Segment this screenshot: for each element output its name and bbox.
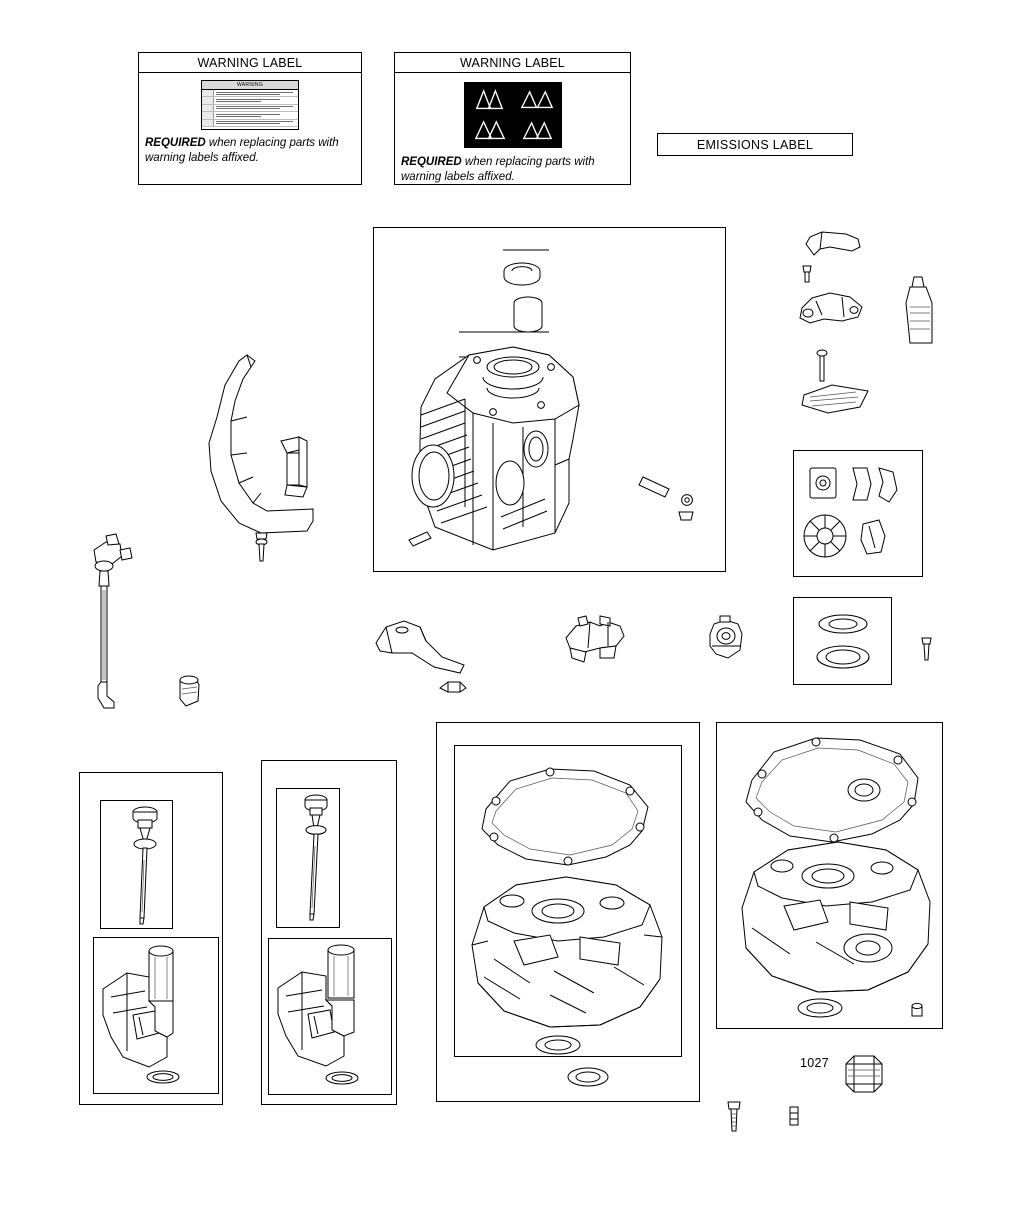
- dipstick-right-art: [276, 788, 340, 928]
- retaining-clip-art: [436, 676, 470, 698]
- sump-and-gasket-center-art: [454, 745, 682, 1057]
- emissions-label-title: EMISSIONS LABEL: [696, 137, 814, 152]
- oil-drain-plug-art: [174, 673, 204, 713]
- cylinder-assembly-art: [373, 227, 726, 572]
- warning-label-2-note-bold: REQUIRED: [401, 156, 462, 168]
- warning-label-2-note-rest: when replacing parts with warning labels affixed.: [401, 156, 595, 183]
- air-guide-art: [368, 613, 478, 683]
- blower-housing-art: [195, 345, 345, 545]
- breather-kit-art: [793, 597, 892, 685]
- oil-fill-tube-left-art: [93, 937, 219, 1094]
- governor-assembly-art: [556, 612, 636, 672]
- misc-hardware-top-right-art: [786, 225, 946, 415]
- sump-assembly-right-art: [716, 722, 943, 1029]
- warning-label-1-note-bold: REQUIRED: [145, 137, 206, 149]
- crank-seal-center-art: [560, 1062, 616, 1092]
- warning-label-1-title: WARNING LABEL: [139, 53, 361, 73]
- callout-1027: 1027: [800, 1056, 830, 1070]
- emissions-label-box: [657, 133, 853, 156]
- warning-label-1-note: [145, 136, 355, 165]
- warning-label-2-box: [394, 52, 631, 185]
- dipstick-left-art: [100, 800, 173, 929]
- warning-decal-pictogram-icon: [464, 82, 562, 148]
- warning-decal-heading: WARNING: [202, 81, 298, 90]
- oil-switch-and-tube-art: [86, 530, 146, 720]
- warning-label-2-title: WARNING LABEL: [395, 53, 630, 73]
- oil-pump-art: [700, 612, 752, 666]
- dowel-pin-art: [784, 1104, 804, 1128]
- flywheel-kit-art: [793, 450, 923, 577]
- sump-bolt-art: [724, 1098, 746, 1134]
- warning-decal-text-icon: [201, 80, 299, 130]
- oil-fill-tube-right-art: [268, 938, 392, 1095]
- warning-label-1-note-rest: when replacing parts with warning labels affixed.: [145, 137, 339, 164]
- blower-housing-screw-art: [252, 530, 272, 564]
- warning-label-1-box: [138, 52, 362, 185]
- breather-screw-art: [918, 636, 936, 662]
- oil-filter-art: [840, 1050, 888, 1098]
- warning-label-2-note: [401, 155, 624, 184]
